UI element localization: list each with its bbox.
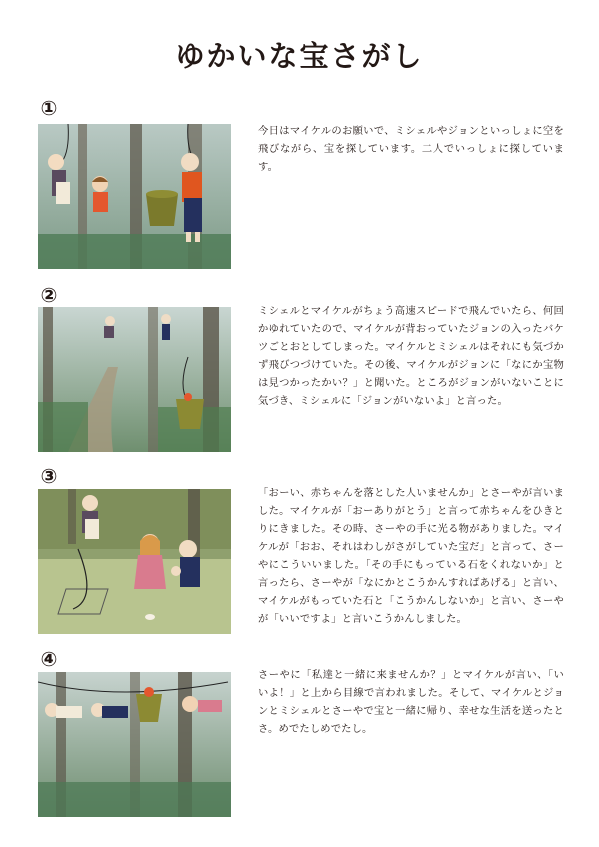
- section-4-number: ④: [40, 647, 58, 671]
- section-3-text: 「おーい、赤ちゃんを落とした人いませんか」とさーやが言いました。マイケルが「おーありがとう」と言って赤ちゃんをひきとりにきました。その時、さーやの手に光る物がありました。マイケルが「おお、それはわしがさがしていた宝だ」と言って、さーやにこういいました。「その手にもっている石をくれないか」と言ったら、さーやが「なにかとこうかんすればあげる」と言い、マイケルがもっていた石と「こうかんしないか」と言い、さーやが「いいですよ」と言いこうかんしました。: [258, 487, 564, 625]
- section-1-number: ①: [40, 96, 58, 120]
- section-1-text: 今日はマイケルのお願いで、ミシェルやジョンといっしょに空を飛びながら、宝を探しています。二人でいっしょに探しています。: [258, 125, 564, 173]
- section-2-photo: [38, 307, 231, 452]
- section-4-text: さーやに「私達と一緒に来ませんか？」とマイケルが言い、「いいよ！」と上から目線で言われました。そして、マイケルとジョンとミシェルとさーやで宝と一緒に帰り、幸せな生活を送ったとさ。めでたしめでたし。: [258, 669, 564, 735]
- section-3-number: ③: [40, 464, 58, 488]
- section-2-number: ②: [40, 283, 58, 307]
- section-4-photo: [38, 672, 231, 817]
- page-title: ゆかいな宝さがし: [175, 39, 424, 73]
- section-2-text: ミシェルとマイケルがちょう高速スピードで飛んでいたら、何回かゆれていたので、マイケルが背おっていたジョンの入ったバケツごとおとしてしまった。マイケルとミシェルはそれにも気づかず飛びつづけていた。その後、マイケルがジョンに「なにか宝物は見つかったかい？」と聞いた。ところがジョンがいないことに気づき、ミシェルに「ジョンがいないよ」と言った。: [258, 305, 564, 407]
- section-3-photo: [38, 489, 231, 634]
- section-1-photo: [38, 124, 231, 269]
